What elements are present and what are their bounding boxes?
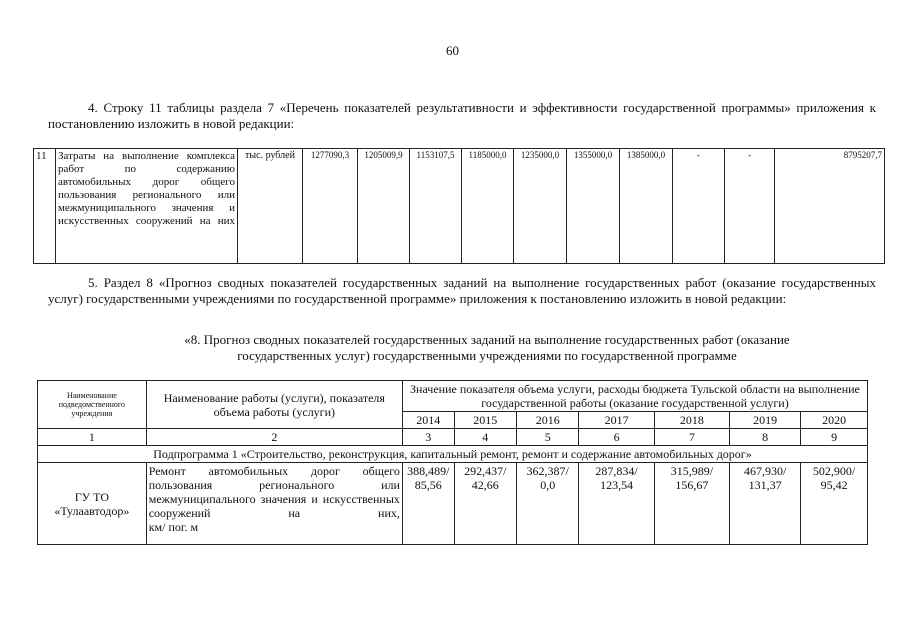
value-cell: - <box>673 149 725 264</box>
value-cell <box>730 463 801 545</box>
value-cell: 1235000,0 <box>514 149 567 264</box>
year-header: 2014 <box>402 412 454 429</box>
column-number: 2 <box>146 429 402 446</box>
value-cell <box>579 463 654 545</box>
value-bottom: 131,37 <box>748 478 782 492</box>
column-number: 5 <box>516 429 578 446</box>
org-name: ГУ ТО «Тулаавтодор» <box>38 463 147 545</box>
column-number: 8 <box>730 429 801 446</box>
value-bottom: 0,0 <box>540 478 556 492</box>
indicator-name: Затраты на выполнение комплекса работ по содержанию автомобильных дорог общего пользования регионального или межмуниципального значения и искусственных сооружений на них <box>56 149 238 264</box>
year-header: 2017 <box>579 412 654 429</box>
value-top: 388,489/ <box>407 464 450 478</box>
year-header: 2016 <box>516 412 578 429</box>
year-header: 2019 <box>730 412 801 429</box>
year-header: 2015 <box>454 412 516 429</box>
value-cell <box>454 463 516 545</box>
subprogram-row: Подпрограмма 1 «Строительство, реконструкция, капитальный ремонт, ремонт и содержание автомобильных дорог» <box>38 446 868 463</box>
value-cell: 1185000,0 <box>462 149 514 264</box>
value-top: 315,989/ <box>670 464 714 478</box>
value-cell <box>516 463 578 545</box>
value-bottom: 156,67 <box>675 478 709 492</box>
value-cell <box>402 463 454 545</box>
value-cell: - <box>725 149 775 264</box>
value-cell: 1205009,9 <box>358 149 410 264</box>
unit-cell: тыс. рублей <box>238 149 303 264</box>
year-header: 2018 <box>654 412 729 429</box>
section-title-line-2: государственных услуг) государственными учреждениями по государственной программе <box>237 348 737 363</box>
column-number: 4 <box>454 429 516 446</box>
column-number: 6 <box>579 429 654 446</box>
section-title-line-1: «8. Прогноз сводных показателей государственных заданий на выполнение государственных работ (оказание <box>184 332 790 347</box>
column-number: 7 <box>654 429 729 446</box>
value-cell <box>801 463 868 545</box>
work-cell <box>146 463 402 545</box>
row-number: 11 <box>34 149 56 264</box>
value-top: 502,900/ <box>812 464 856 478</box>
forecast-table <box>37 380 868 545</box>
page-number: 60 <box>446 43 459 58</box>
indicators-table-row-11 <box>33 148 885 264</box>
year-header: 2020 <box>801 412 868 429</box>
value-top: 287,834/ <box>595 464 638 478</box>
paragraph-item-4: 4. Строку 11 таблицы раздела 7 «Перечень показателей результативности и эффективности государственной программы» приложения к постановлению изложить в новой редакции: <box>48 100 876 131</box>
column-number: 3 <box>402 429 454 446</box>
total-cell: 8795207,7 <box>775 149 885 264</box>
work-name: Ремонт автомобильных дорог общего пользования регионального или межмуниципального значения и искусственных сооружений на них, <box>148 464 400 520</box>
value-bottom: 95,42 <box>820 478 848 492</box>
header-values: Значение показателя объема услуги, расходы бюджета Тульской области на выполнение государственной работы (оказание государственной услуги) <box>402 381 867 412</box>
value-top: 362,387/ <box>526 464 569 478</box>
value-bottom: 85,56 <box>414 478 442 492</box>
value-cell: 1355000,0 <box>567 149 620 264</box>
value-cell: 1385000,0 <box>620 149 673 264</box>
column-number: 1 <box>38 429 147 446</box>
value-cell <box>654 463 729 545</box>
value-top: 467,930/ <box>743 464 787 478</box>
header-work: Наименование работы (услуги), показателя объема работы (услуги) <box>146 381 402 429</box>
value-bottom: 123,54 <box>600 478 634 492</box>
value-bottom: 42,66 <box>471 478 499 492</box>
value-cell: 1153107,5 <box>410 149 462 264</box>
paragraph-item-5: 5. Раздел 8 «Прогноз сводных показателей государственных заданий на выполнение государственных работ (оказание государственных услуг) государственными учреждениями по государственной программе» приложения к постановлению изложить в новой редакции: <box>48 275 876 306</box>
header-org: Наименование подведомственного учреждения <box>38 381 147 429</box>
work-unit: км/ пог. м <box>148 520 199 534</box>
value-top: 292,437/ <box>464 464 507 478</box>
value-cell: 1277090,3 <box>303 149 358 264</box>
column-number: 9 <box>801 429 868 446</box>
section-8-title <box>132 332 842 364</box>
